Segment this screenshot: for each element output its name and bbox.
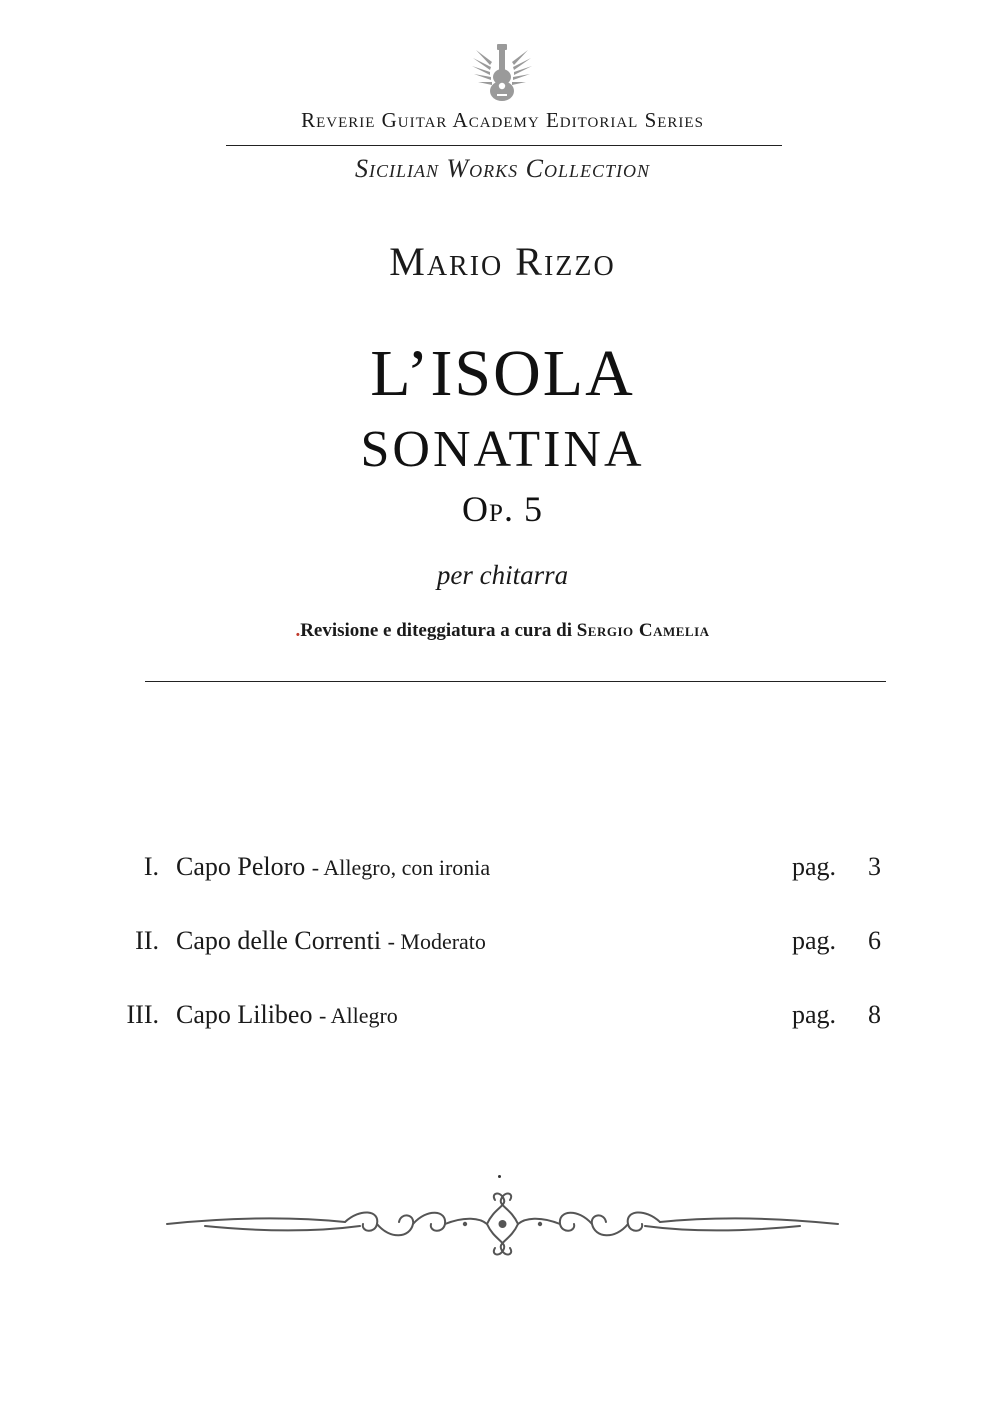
toc-page-number: 3 [868, 852, 881, 881]
opus-number: Op. 5 [462, 489, 543, 529]
toc-page-number: 8 [868, 1000, 881, 1029]
revision-credit [0, 620, 1005, 642]
toc-movement-number: III. [126, 1000, 159, 1029]
series-heading: Reverie Guitar Academy Editorial Series [301, 108, 704, 132]
toc-pag-label: pag. [792, 926, 837, 955]
revision-prefix: Revisione e diteggiatura a cura di [300, 620, 572, 641]
guitar-wings-logo-icon [470, 44, 534, 102]
toc-tempo: - Allegro, con ironia [311, 855, 491, 880]
toc-movement-title [176, 926, 486, 956]
collection-heading: Sicilian Works Collection [354, 154, 651, 183]
decorative-dot [498, 1175, 501, 1178]
toc-movement-title [176, 1000, 398, 1030]
toc-pag-label: pag. [792, 852, 837, 881]
toc-row [0, 926, 1005, 966]
toc-row [0, 852, 1005, 892]
toc-pag-label: pag. [792, 1000, 837, 1029]
toc-tempo: - Allegro [318, 1003, 398, 1028]
toc-title-text: Capo Lilibeo [176, 1000, 313, 1029]
revision-dot: . [295, 620, 301, 641]
instrument-line: per chitarra [436, 560, 569, 590]
middle-divider [145, 681, 886, 682]
work-title: L’ISOLA [370, 337, 635, 410]
top-divider [226, 145, 782, 146]
work-subtitle: SONATINA [360, 421, 645, 478]
toc-title-text: Capo Peloro [176, 852, 306, 881]
revision-editor: Sergio Camelia [576, 620, 710, 641]
toc-tempo: - Moderato [387, 929, 486, 954]
toc-movement-number: I. [143, 852, 159, 881]
flourish-divider-icon [165, 1188, 840, 1258]
toc-row [0, 1000, 1005, 1040]
toc-page-number: 6 [868, 926, 881, 955]
composer-name: Mario Rizzo [389, 239, 616, 284]
toc-title-text: Capo delle Correnti [176, 926, 382, 955]
toc-movement-title [176, 852, 490, 882]
toc-movement-number: II. [135, 926, 159, 955]
